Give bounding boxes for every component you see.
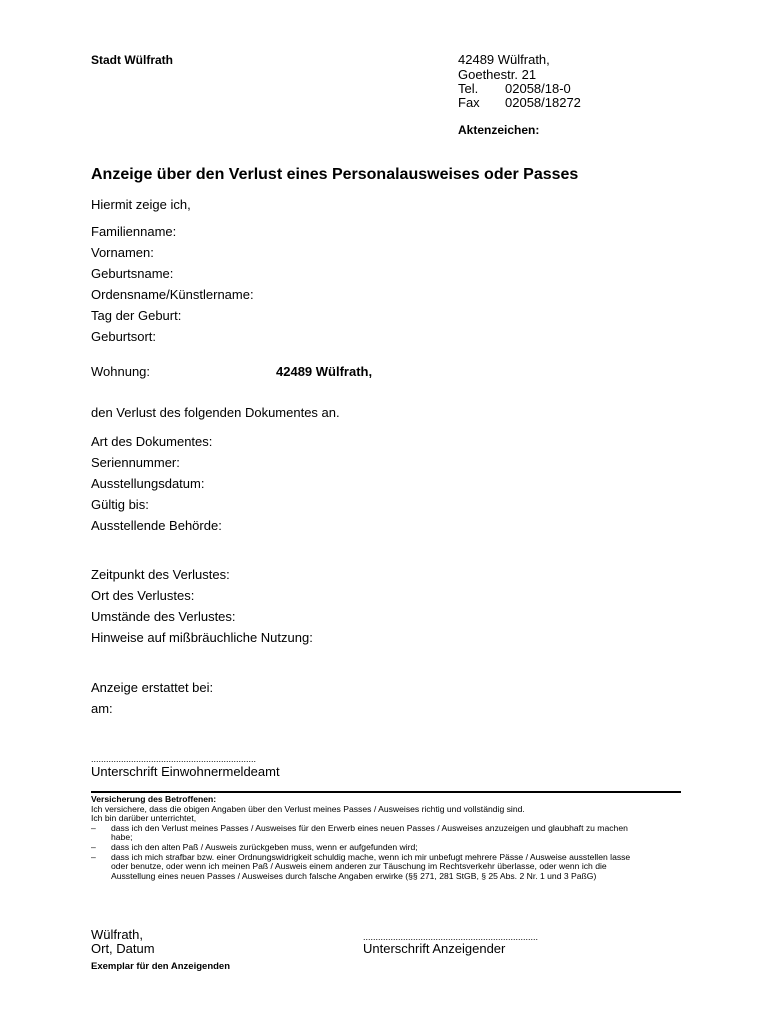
field-ausstellende-behoerde: Ausstellende Behörde:: [91, 518, 222, 533]
field-wohnung: Wohnung:: [91, 364, 151, 379]
organization-name: Stadt Wülfrath: [91, 53, 173, 67]
field-vornamen: Vornamen:: [91, 245, 154, 260]
signature-line-applicant: ......................................................................: [363, 932, 539, 942]
field-am: am:: [91, 701, 113, 716]
aktenzeichen-label: Aktenzeichen:: [458, 123, 540, 137]
intro-text: Hiermit zeige ich,: [91, 197, 191, 212]
wohnung-value: 42489 Wülfrath,: [276, 364, 373, 379]
field-art-des-dokumentes: Art des Dokumentes:: [91, 434, 213, 449]
field-tag-der-geburt: Tag der Geburt:: [91, 308, 182, 323]
tel-label: Tel.: [458, 81, 479, 96]
place-text: Wülfrath,: [91, 927, 144, 942]
bullet-3-line-1: dass ich mich strafbar bzw. einer Ordnungswidrigkeit schuldig mache, wenn ich mir unbefugt mehrere Pässe / Ausweise ausstellen lasse: [111, 851, 631, 862]
field-anzeige-erstattet-bei: Anzeige erstattet bei:: [91, 680, 214, 695]
bullet-3-line-3: Ausstellung eines neuen Passes / Ausweises durch falsche Angaben erwirke (§§ 271, 281 StGB, § 25 Abs. 2 Nr. 1 und 3 PaßG): [111, 870, 597, 881]
declaration-heading: Versicherung des Betroffenen:: [91, 794, 217, 804]
field-geburtsort: Geburtsort:: [91, 329, 157, 344]
bullet-dash: –: [91, 851, 96, 862]
field-seriennummer: Seriennummer:: [91, 455, 180, 470]
declaration-line-2: Ich bin darüber unterrichtet,: [91, 813, 197, 824]
bullet-dash: –: [91, 841, 96, 852]
field-ort: Ort des Verlustes:: [91, 588, 195, 603]
copy-note: Exemplar für den Anzeigenden: [91, 961, 231, 972]
address-line-1: 42489 Wülfrath,: [458, 52, 550, 67]
divider: [91, 791, 681, 793]
field-hinweise: Hinweise auf mißbräuchliche Nutzung:: [91, 630, 313, 645]
field-familienname: Familienname:: [91, 224, 177, 239]
bullet-3-line-2: oder benutze, oder wenn ich meinen Paß / Ausweis einem anderen zur Täuschung im Rechtsverkehr überlasse, oder wenn ich die: [111, 861, 607, 872]
declaration-bullet-1: [91, 824, 681, 834]
field-zeitpunkt: Zeitpunkt des Verlustes:: [91, 567, 230, 582]
field-ordensname: Ordensname/Künstlername:: [91, 287, 254, 302]
field-geburtsname: Geburtsname:: [91, 266, 174, 281]
field-ausstellungsdatum: Ausstellungsdatum:: [91, 476, 205, 491]
signature-label-office: Unterschrift Einwohnermeldeamt: [91, 764, 280, 779]
declaration-block: [91, 795, 681, 881]
signature-line-office: ..................................................................: [91, 754, 257, 764]
address-line-2: Goethestr. 21: [458, 67, 537, 82]
signature-label-applicant: Unterschrift Anzeigender: [363, 941, 506, 956]
bullet-dash: –: [91, 822, 96, 833]
field-umstaende: Umstände des Verlustes:: [91, 609, 236, 624]
fax-label: Fax: [458, 95, 480, 110]
tel-value: 02058/18-0: [505, 81, 571, 96]
loss-text: den Verlust des folgenden Dokumentes an.: [91, 405, 340, 420]
place-date-label: Ort, Datum: [91, 941, 155, 956]
page-title: Anzeige über den Verlust eines Personalausweises oder Passes: [91, 166, 579, 183]
bullet-2-line-1: dass ich den alten Paß / Ausweis zurückgeben muss, wenn er aufgefunden wird;: [111, 841, 418, 852]
bullet-1-line-1: dass ich den Verlust meines Passes / Ausweises für den Erwerb eines neuen Passes / Ausweises anzuzeigen und glaubhaft zu machen: [111, 822, 628, 833]
fax-value: 02058/18272: [505, 95, 581, 110]
declaration-line-1: Ich versichere, dass die obigen Angaben über den Verlust meines Passes / Ausweises richtig und vollständig sind.: [91, 803, 525, 814]
bullet-1-line-2: habe;: [111, 832, 133, 843]
field-gueltig-bis: Gültig bis:: [91, 497, 149, 512]
